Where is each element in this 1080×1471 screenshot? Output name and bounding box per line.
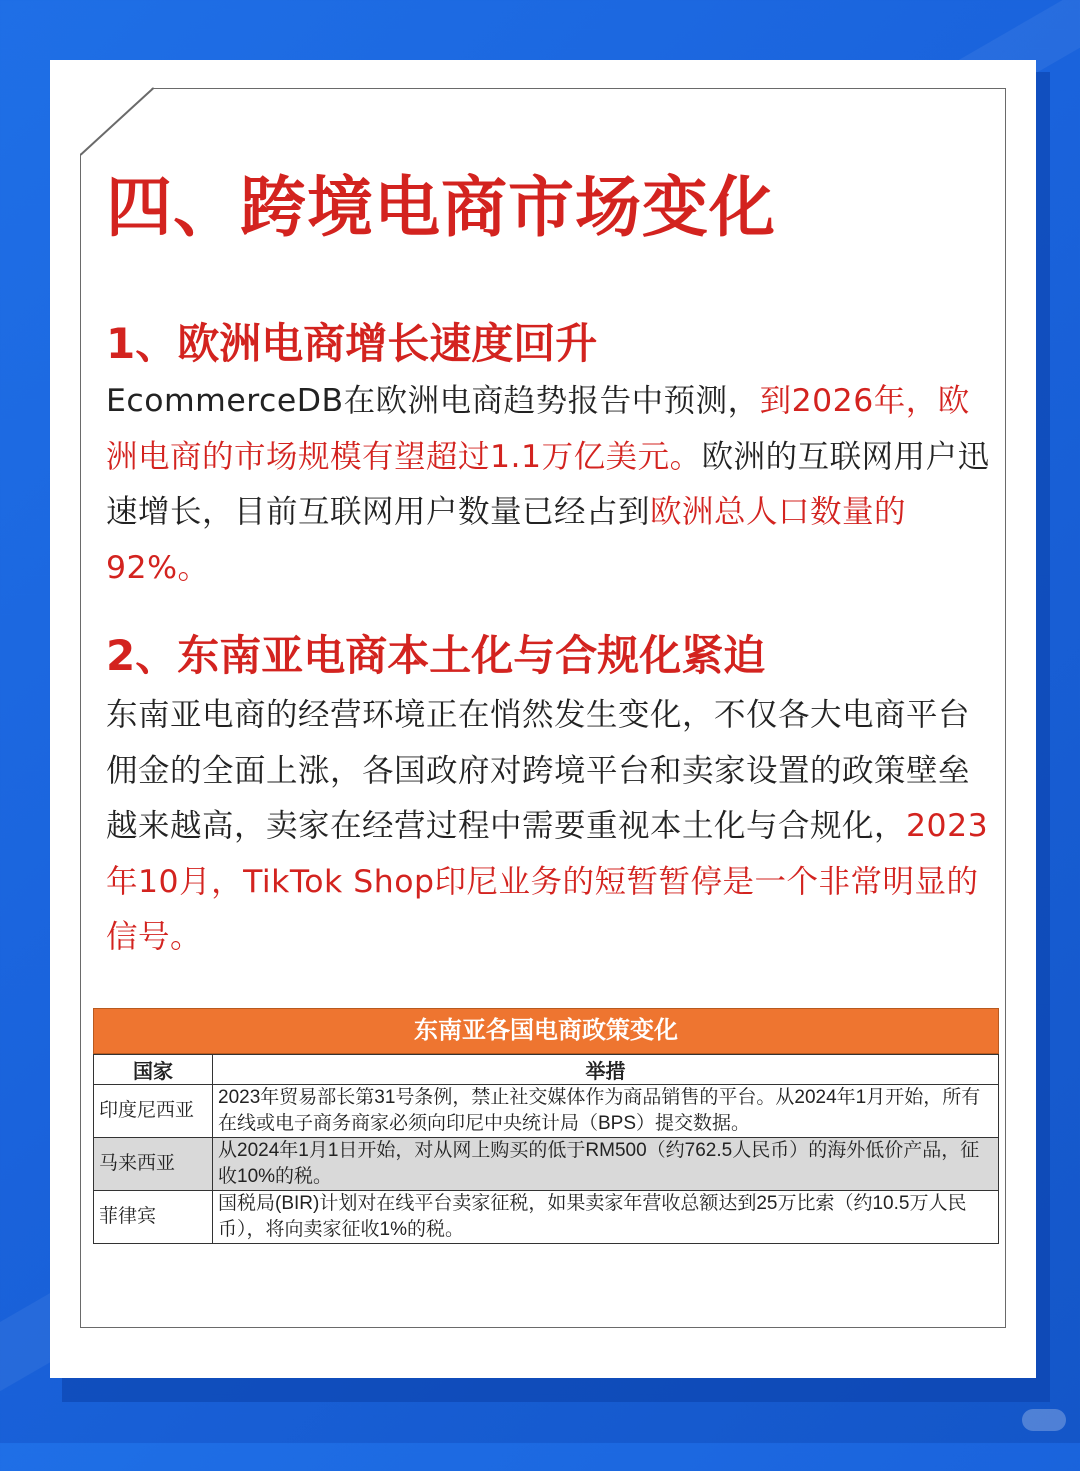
table-title: 东南亚各国电商政策变化 [93, 1008, 999, 1054]
table-cell-country: 菲律宾 [94, 1191, 213, 1244]
table-cell-country: 印度尼西亚 [94, 1085, 213, 1138]
section1-text-1: EcommerceDB在欧洲电商趋势报告中预测， [106, 383, 760, 419]
section2-paragraph [106, 688, 990, 966]
section1-text-2: 欧洲的互联网用户迅速增长，目前互联网用户数量已经占到 [106, 438, 990, 530]
table-header-country: 国家 [94, 1055, 213, 1085]
watermark-logo [1022, 1409, 1066, 1431]
table-cell-measure: 2023年贸易部长第31号条例，禁止社交媒体作为商品销售的平台。从2024年1月开始，所有在线或电子商务商家必须向印尼中央统计局（BPS）提交数据。 [213, 1085, 999, 1138]
section1-highlight-2: 欧洲总人口数量的92%。 [106, 494, 907, 586]
table-cell-measure: 国税局(BIR)计划对在线平台卖家征税，如果卖家年营收总额达到25万比索（约10.5万人民币），将向卖家征收1%的税。 [213, 1191, 999, 1244]
table-header-measure: 举措 [213, 1055, 999, 1085]
page-title: 四、跨境电商市场变化 [106, 169, 776, 246]
section1-heading: 1、欧洲电商增长速度回升 [106, 319, 598, 368]
section1-paragraph [106, 374, 990, 596]
table-row [94, 1138, 999, 1191]
table-row [94, 1085, 999, 1138]
section2-heading: 2、东南亚电商本土化与合规化紧迫 [106, 631, 766, 680]
section1-highlight-1: 到2026年，欧洲电商的市场规模有望超过1.1万亿美元。 [106, 383, 970, 475]
table-header-row [94, 1055, 999, 1085]
policy-table [93, 1008, 999, 1244]
section2-highlight-1: 2023年10月，TikTok Shop印尼业务的短暂暂停是一个非常明显的信号。 [106, 808, 989, 955]
table-cell-country: 马来西亚 [94, 1138, 213, 1191]
table-cell-measure: 从2024年1月1日开始，对从网上购买的低于RM500（约762.5人民币）的海外低价产品，征收10%的税。 [213, 1138, 999, 1191]
content-card [50, 60, 1036, 1378]
table-row [94, 1191, 999, 1244]
section2-text-1: 东南亚电商的经营环境正在悄然发生变化，不仅各大电商平台佣金的全面上涨，各国政府对跨境平台和卖家设置的政策壁垒越来越高，卖家在经营过程中需要重视本土化与合规化， [106, 697, 971, 844]
